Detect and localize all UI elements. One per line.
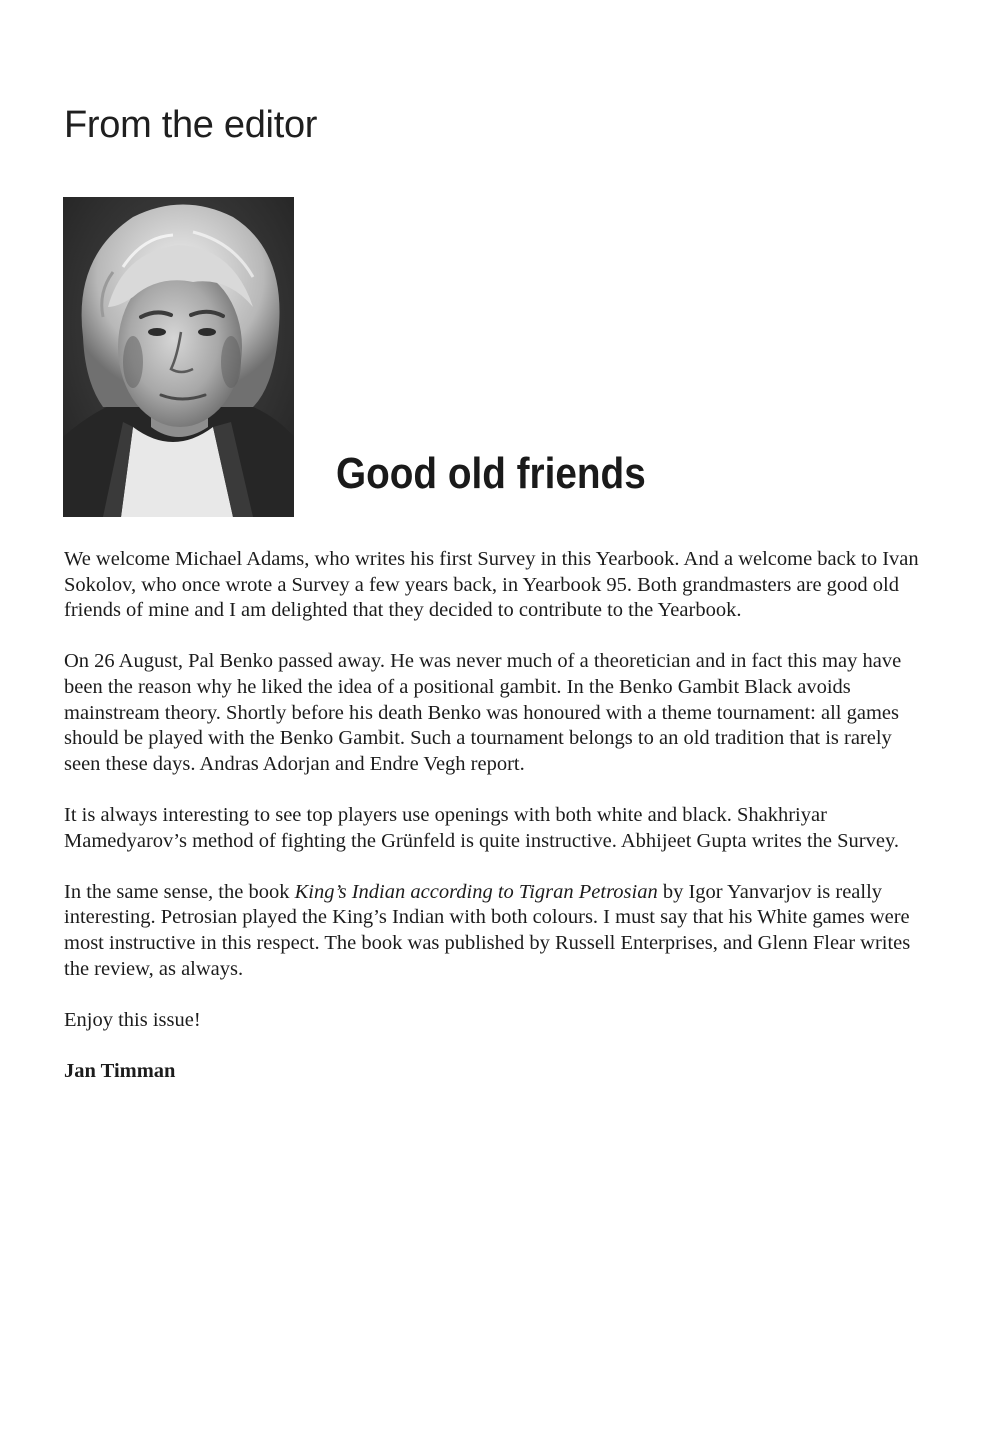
paragraph: We welcome Michael Adams, who writes his first Survey in this Yearbook. And a welcome back to Ivan Sokolov, who once wrote a Survey a few years back, in Yearbook 95. Both grandmasters are good old friends of mine and I am delighted that they decided to contribute to the Yearbook.	[64, 548, 919, 622]
book-title: King’s Indian according to Tigran Petrosian	[294, 880, 658, 903]
closing-line: Enjoy this issue!	[64, 1008, 201, 1031]
paragraph	[64, 880, 932, 982]
article-body	[64, 547, 932, 1110]
paragraph-text: by Igor Yanvarjov is really interesting. Petrosian played the King’s Indian with both colours. I must say that his White games were most instructive in this respect. The book was published by Russell Enterprises, and Glenn Flear writes the review, as always.	[64, 880, 911, 980]
article-title: Good old friends	[336, 449, 646, 498]
paragraph-text: In the same sense, the book	[64, 880, 295, 903]
author-signature: Jan Timman	[64, 1059, 176, 1082]
paragraph: On 26 August, Pal Benko passed away. He was never much of a theoretician and in fact this may have been the reason why he liked the idea of a positional gambit. In the Benko Gambit Black avoids mainstream theory. Shortly before his death Benko was honoured with a theme tournament: all games should be played with the Benko Gambit. Such a tournament belongs to an old tradition that is rarely seen these days. Andras Adorjan and Endre Vegh report.	[64, 650, 902, 775]
editor-portrait-photo	[63, 197, 294, 517]
paragraph: It is always interesting to see top players use openings with both white and black. Shakhriyar Mamedyarov’s method of fighting the Grünfeld is quite instructive. Abhijeet Gupta writes the Survey.	[64, 803, 900, 852]
section-heading: From the editor	[64, 104, 318, 146]
